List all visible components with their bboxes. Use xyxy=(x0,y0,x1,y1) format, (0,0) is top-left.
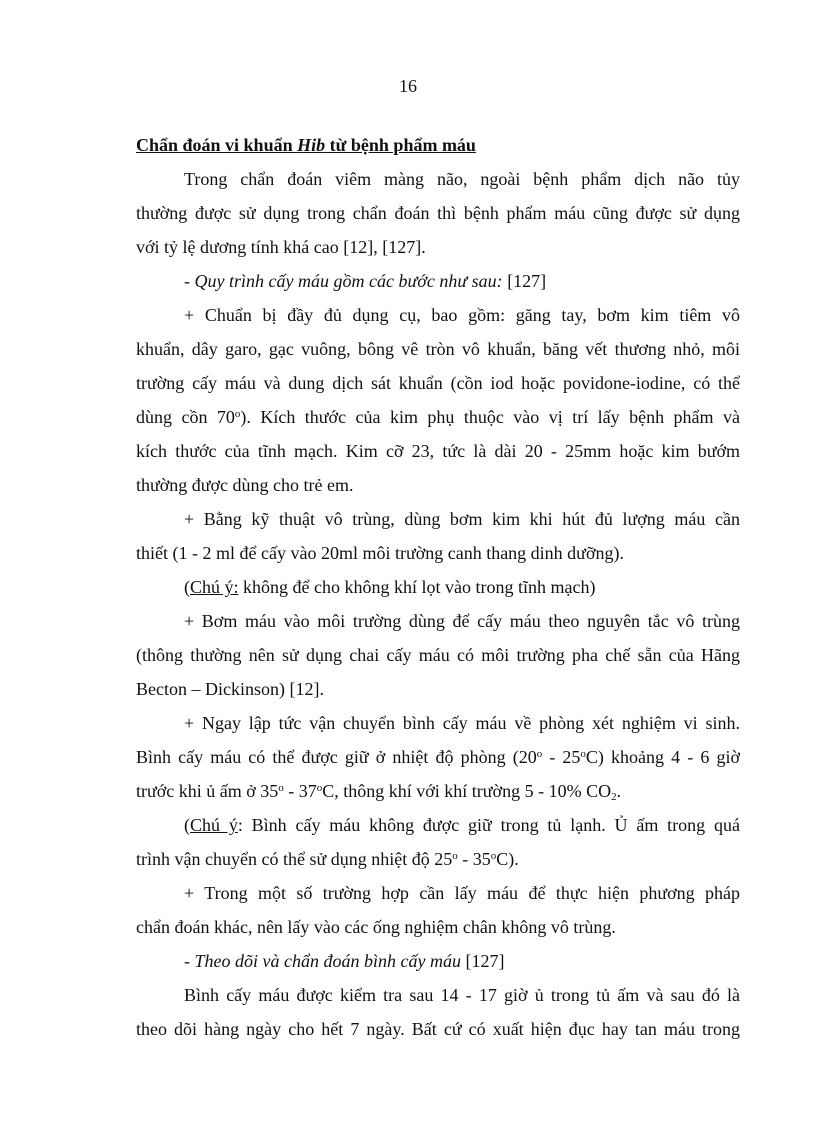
paragraph-line: + Ngay lập tức vận chuyển bình cấy máu về phòng xét nghiệm vi sinh. xyxy=(184,713,740,733)
subheading-procedure xyxy=(136,264,740,298)
paragraph-line xyxy=(136,842,740,876)
text-run: C) khoảng 4 - 6 giờ xyxy=(585,747,740,767)
reference: [127] xyxy=(460,951,505,971)
note-label: Chú ý: xyxy=(190,577,239,597)
paragraph-line: thường được dùng cho trẻ em. xyxy=(136,475,354,495)
text-run: : Bình cấy máu không được giữ trong tủ lạnh. Ủ ấm trong quá xyxy=(237,815,740,835)
paragraph-line: Trong chẩn đoán viêm màng não, ngoài bệnh phẩm dịch não tủy xyxy=(184,169,740,189)
paragraph-line: Becton – Dickinson) [12]. xyxy=(136,679,324,699)
paragraph-line: (thông thường nên sử dụng chai cấy máu có môi trường pha chế sẵn của Hãng xyxy=(136,645,740,665)
note-line xyxy=(136,808,740,842)
paragraph-line: kích thước của tĩnh mạch. Kim cỡ 23, tức là dài 20 - 25mm hoặc kim bướm xyxy=(136,441,740,461)
section-heading xyxy=(136,128,740,162)
paragraph-line: Bình cấy máu được kiểm tra sau 14 - 17 giờ ủ trong tủ ấm và sau đó là xyxy=(184,985,740,1005)
text-run: - 25 xyxy=(542,747,581,767)
note-label: Chú ý xyxy=(190,815,238,835)
subscript: 2 xyxy=(611,791,617,803)
paragraph-line: với tỷ lệ dương tính khá cao [12], [127]. xyxy=(136,237,426,257)
text-run: Bình cấy máu có thể được giữ ở nhiệt độ phòng (20 xyxy=(136,747,537,767)
text-run: ( xyxy=(184,815,190,835)
paragraph-line xyxy=(136,740,740,774)
paragraph-line: thường được sử dụng trong chẩn đoán thì bệnh phẩm máu cũng được sử dụng xyxy=(136,203,740,223)
paragraph-line: + Bơm máu vào môi trường dùng để cấy máu theo nguyên tắc vô trùng xyxy=(184,611,740,631)
text-run: . xyxy=(616,781,622,801)
paragraph-line: + Chuẩn bị đầy đủ dụng cụ, bao gồm: găng tay, bơm kim tiêm vô xyxy=(184,305,740,325)
page-number: 16 xyxy=(399,76,417,96)
text-run: ). Kích thước của kim phụ thuộc vào vị trí lấy bệnh phẩm và xyxy=(240,407,740,427)
paragraph-line xyxy=(136,774,740,808)
page-body xyxy=(136,128,740,1046)
reference: [127] xyxy=(502,271,547,291)
superscript: o xyxy=(278,782,284,794)
subheading-text: - Theo dõi và chẩn đoán bình cấy máu xyxy=(184,951,461,971)
note-line xyxy=(136,570,740,604)
text-run: C, thông khí với khí trường 5 - 10% CO xyxy=(322,781,612,801)
text-run: không để cho không khí lọt vào trong tĩnh mạch) xyxy=(238,577,596,597)
paragraph-line: chẩn đoán khác, nên lấy vào các ống nghiệm chân không vô trùng. xyxy=(136,917,616,937)
subheading-text: - Quy trình cấy máu gồm các bước như sau: xyxy=(184,271,503,291)
text-run: dùng cồn 70 xyxy=(136,407,235,427)
text-run: ( xyxy=(184,577,190,597)
text-run: trình vận chuyển có thể sử dụng nhiệt độ 25 xyxy=(136,849,453,869)
superscript: o xyxy=(490,850,497,862)
superscript: o xyxy=(580,748,586,760)
text-run: - 37 xyxy=(283,781,317,801)
superscript: o xyxy=(536,748,543,760)
paragraph-line: theo dõi hàng ngày cho hết 7 ngày. Bất cứ có xuất hiện đục hay tan máu trong xyxy=(136,1019,740,1039)
heading-text-2: từ bệnh phẩm máu xyxy=(325,135,476,155)
superscript: o xyxy=(452,850,458,862)
paragraph-line: + Trong một số trường hợp cần lấy máu để thực hiện phương pháp xyxy=(184,883,740,903)
paragraph-line: khuẩn, dây garo, gạc vuông, bông vê tròn vô khuẩn, băng vết thương nhỏ, môi xyxy=(136,339,740,359)
superscript: o xyxy=(234,408,241,420)
superscript: o xyxy=(316,782,323,794)
text-run: - 35 xyxy=(457,849,491,869)
text-run: trước khi ủ ấm ở 35 xyxy=(136,781,279,801)
paragraph-line: + Bằng kỹ thuật vô trùng, dùng bơm kim khi hút đủ lượng máu cần xyxy=(184,509,740,529)
paragraph-line: thiết (1 - 2 ml để cấy vào 20ml môi trường canh thang dinh dưỡng). xyxy=(136,543,624,563)
subheading-monitoring xyxy=(136,944,740,978)
paragraph-line xyxy=(136,400,740,434)
heading-italic-hib: Hib xyxy=(297,135,326,155)
paragraph-line: trường cấy máu và dung dịch sát khuẩn (cồn iod hoặc povidone-iodine, có thể xyxy=(136,373,740,393)
heading-text-1: Chẩn đoán vi khuẩn xyxy=(136,135,298,155)
text-run: C). xyxy=(496,849,519,869)
